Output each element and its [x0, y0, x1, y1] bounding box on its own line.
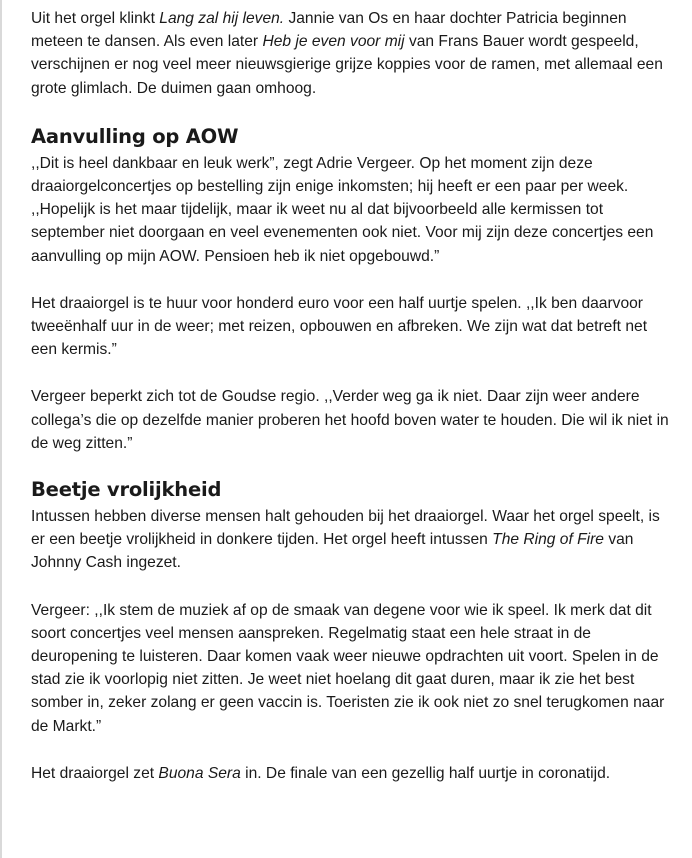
paragraph-orgel-intro [31, 7, 671, 100]
paragraph-dankbaar-werk: ,,Dit is heel dankbaar en leuk werk”, zegt Adrie Vergeer. Op het moment zijn deze draaiorgelconcertjes op bestelling zijn enige inkomsten; hij heeft er een paar per week. ,,Hopelijk is het maar tijdelijk, maar ik weet nu al dat bijvoorbeeld alle kermissen tot september niet doorgaan en veel evenementen ook niet. Voor mij zijn deze concertjes een aanvulling op mijn AOW. Pensioen heb ik niet opgebouwd.” [31, 154, 654, 265]
paragraph-goudse-regio: Vergeer beperkt zich tot de Goudse regio. ,,Verder weg ga ik niet. Daar zijn weer andere collega’s die op dezelfde manier proberen het hoofd boven water te houden. Die wil ik niet in de weg zitten.” [31, 388, 669, 452]
paragraph-vergeer-quote: Vergeer: ,,Ik stem de muziek af op de smaak van degene voor wie ik speel. Ik merk dat dit soort concertjes veel mensen aanspreken. Regelmatig staat een hele straat in de deuropening te luisteren. Daar komen vaak weer nieuwe opdrachten uit voort. Spelen in de stad zie ik voorlopig niet zitten. Je weet niet hoelang dit gaat duren, maar ik zie het best somber in, zeker zolang er geen vaccin is. Toeristen zie ik ook niet zo snel terugkomen naar de Markt.” [31, 601, 665, 735]
paragraph-te-huur: Het draaiorgel is te huur voor honderd euro voor een half uurtje spelen. ,,Ik ben daarvoor tweeënhalf uur in de weer; met reizen, opbouwen en afbreken. We zijn wat dat betreft net een kermis.” [31, 294, 648, 359]
song-title-ring-of-fire: The Ring of Fire [492, 531, 604, 549]
text: van Frans Bauer wordt gespeeld, verschijnen er nog veel meer nieuwsgierige grijze koppies voor de ramen, met allemaal een grote glimlach. De duimen gaan omhoog. [31, 33, 663, 97]
paragraph-intussen [31, 505, 671, 575]
song-title-lang-zal-hij-leven: Lang zal hij leven. [159, 10, 285, 27]
section-heading-beetje-vrolijkheid: Beetje vrolijkheid [31, 478, 222, 502]
left-border [0, 0, 2, 858]
text: Uit het orgel klinkt [31, 10, 160, 27]
paragraph-finale [31, 762, 671, 785]
text: Het draaiorgel zet [31, 764, 159, 782]
song-title-buona-sera: Buona Sera [158, 764, 241, 782]
article-body [31, 7, 671, 809]
text: in. De finale van een gezellig half uurtje in coronatijd. [240, 764, 611, 782]
section-heading-aanvulling-op-aow: Aanvulling op AOW [31, 124, 239, 148]
text: Jannie van Os en haar dochter Patricia beginnen meteen te dansen. Als even later [31, 10, 627, 51]
song-title-heb-je-even-voor-mij: Heb je even voor mij [262, 33, 405, 51]
text: van Johnny Cash ingezet. [31, 531, 634, 572]
text: Intussen hebben diverse mensen halt gehouden bij het draaiorgel. Waar het orgel speelt, is er een beetje vrolijkheid in donkere tijden. Het orgel heeft intussen [31, 508, 660, 549]
